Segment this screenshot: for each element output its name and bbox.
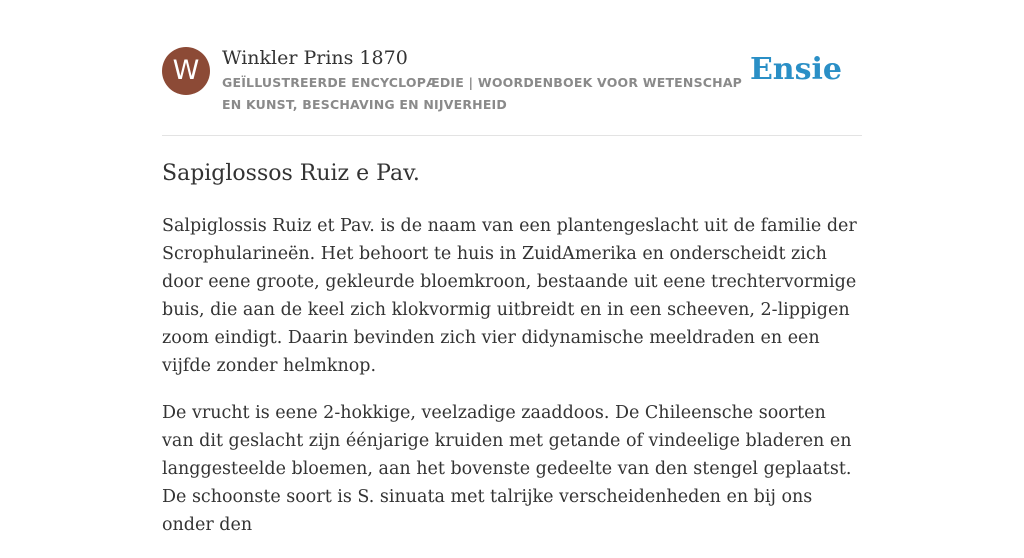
entry-paragraph-1: Salpiglossis Ruiz et Pav. is de naam van een plantengeslacht uit de familie der Scrophularineën. Het behoort te huis in ZuidAmerika en onderscheidt zich door eene groote, gekleurde bloemkroon, bestaande uit eene trechtervormige buis, die aan de keel zich klokvormig uitbreidt en in een scheeven, 2-lippigen zoom eindigt. Daarin bevinden zich vier didynamische meeldraden en een vijfde zonder helmknop. [162,216,857,376]
header-divider [162,135,862,136]
entry-body [162,212,862,558]
entry-paragraph-2: De vrucht is eene 2-hokkige, veelzadige zaaddoos. De Chileensche soorten van dit geslacht zijn éénjarige kruiden met getande of vindeelige bladeren en langgesteelde bloemen, aan het bovenste gedeelte van den stengel geplaatst. De schoonste soort is S. sinuata met talrijke verscheidenheden en bij ons onder den [162,403,852,535]
source-subtitle: GEÏLLUSTREERDE ENCYCLOPÆDIE | WOORDENBOEK VOOR WETENSCHAP EN KUNST, BESCHAVING EN NIJVERHEID [222,75,743,112]
source-header [162,44,862,136]
source-title[interactable]: Winkler Prins 1870 [222,47,408,69]
entry-title: Sapiglossos Ruiz e Pav. [162,161,420,186]
source-avatar[interactable]: W [162,47,210,95]
ensie-logo[interactable]: Ensie [749,52,842,87]
